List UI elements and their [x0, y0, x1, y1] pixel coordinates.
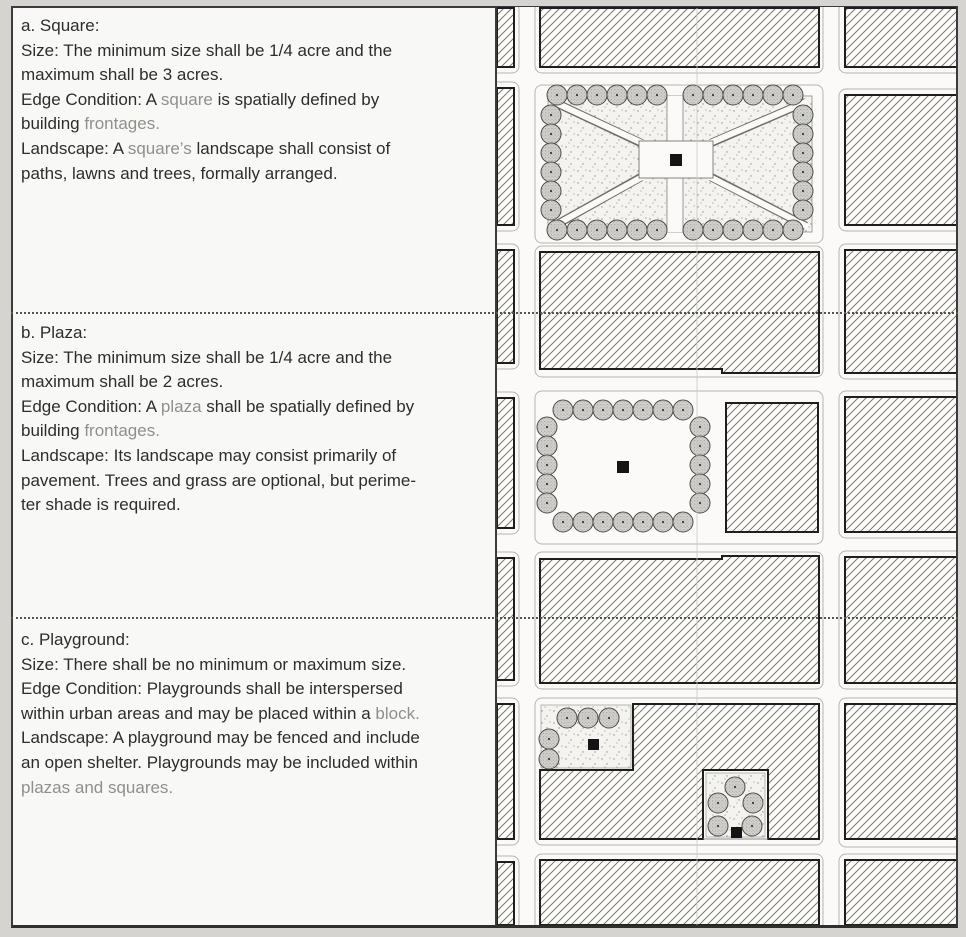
tree-icon — [547, 85, 567, 105]
tree-icon — [537, 455, 557, 475]
section-separator — [11, 312, 958, 314]
tree-icon — [553, 400, 573, 420]
tree-icon — [690, 474, 710, 494]
tree-icon — [723, 220, 743, 240]
text-line: a. Square: — [21, 16, 100, 35]
tree-icon — [537, 493, 557, 513]
tree-icon — [587, 85, 607, 105]
tree-icon — [573, 400, 593, 420]
tree-icon — [541, 162, 561, 182]
tree-icon — [690, 417, 710, 437]
tree-icon — [763, 85, 783, 105]
tree-icon — [683, 220, 703, 240]
plaza-plan-diagram — [617, 461, 629, 473]
section-separator — [11, 617, 958, 619]
tree-icon — [793, 181, 813, 201]
tree-icon — [567, 220, 587, 240]
tree-icon — [783, 85, 803, 105]
text-line: Size: The minimum size shall be 1/4 acre and the — [21, 40, 393, 60]
monument-marker — [617, 461, 629, 473]
tree-icon — [541, 143, 561, 163]
text-line: paths, lawns and trees, formally arranged. — [21, 163, 338, 183]
tree-icon — [547, 220, 567, 240]
tree-icon — [613, 400, 633, 420]
tree-icon — [793, 200, 813, 220]
tree-icon — [673, 512, 693, 532]
text-line: Size: There shall be no minimum or maximum size. — [21, 654, 407, 674]
text-line: maximum shall be 2 acres. — [21, 372, 224, 392]
tree-icon — [708, 816, 728, 836]
square-plan-diagram — [548, 96, 812, 232]
tree-icon — [793, 124, 813, 144]
text-line: c. Playground: — [21, 630, 130, 649]
tree-icon — [627, 220, 647, 240]
text-line: pavement. Trees and grass are optional, but perime- — [21, 470, 416, 490]
tree-icon — [633, 400, 653, 420]
tree-icon — [783, 220, 803, 240]
text-line: building frontages. — [21, 114, 160, 134]
text-line: Landscape: A square’s landscape shall consist of — [21, 138, 391, 158]
tree-icon — [553, 512, 573, 532]
text-line: b. Plaza: — [21, 323, 88, 342]
tree-icon — [539, 729, 559, 749]
tree-icon — [578, 708, 598, 728]
tree-icon — [742, 816, 762, 836]
panel-divider — [495, 6, 497, 926]
tree-icon — [725, 777, 745, 797]
text-line: ter shade is required. — [21, 495, 181, 515]
tree-icon — [599, 708, 619, 728]
text-line: Size: The minimum size shall be 1/4 acre and the — [21, 347, 393, 367]
tree-icon — [537, 474, 557, 494]
building-beside-plaza — [726, 403, 818, 532]
monument-marker — [670, 154, 682, 166]
tree-icon — [567, 85, 587, 105]
text-line: Edge Condition: Playgrounds shall be interspersed — [21, 679, 403, 699]
text-line: Landscape: A playground may be fenced and include — [21, 728, 420, 748]
tree-icon — [793, 162, 813, 182]
tree-icon — [743, 220, 763, 240]
tree-icon — [703, 220, 723, 240]
text-line: Edge Condition: A square is spatially defined by — [21, 89, 380, 109]
text-line: Edge Condition: A plaza shall be spatially defined by — [21, 396, 415, 416]
tree-icon — [633, 512, 653, 532]
tree-icon — [537, 417, 557, 437]
text-line: within urban areas and may be placed within a block. — [21, 703, 420, 723]
tree-icon — [690, 436, 710, 456]
tree-icon — [539, 749, 559, 769]
tree-icon — [541, 105, 561, 125]
tree-icon — [743, 793, 763, 813]
tree-icon — [647, 85, 667, 105]
tree-icon — [743, 85, 763, 105]
monument-marker — [588, 739, 599, 750]
tree-icon — [690, 455, 710, 475]
tree-icon — [683, 85, 703, 105]
tree-icon — [607, 220, 627, 240]
text-line: maximum shall be 3 acres. — [21, 65, 224, 85]
tree-icon — [587, 220, 607, 240]
tree-icon — [690, 493, 710, 513]
tree-icon — [708, 793, 728, 813]
tree-icon — [763, 220, 783, 240]
tree-icon — [541, 200, 561, 220]
tree-icon — [723, 85, 743, 105]
tree-icon — [793, 143, 813, 163]
tree-icon — [537, 436, 557, 456]
tree-icon — [793, 105, 813, 125]
tree-icon — [593, 512, 613, 532]
section-playground-text — [21, 628, 489, 800]
tree-icon — [703, 85, 723, 105]
text-line: building frontages. — [21, 421, 160, 441]
text-line: an open shelter. Playgrounds may be included within — [21, 752, 418, 772]
tree-icon — [541, 124, 561, 144]
tree-icon — [673, 400, 693, 420]
tree-icon — [653, 512, 673, 532]
text-line: Landscape: Its landscape may consist primarily of — [21, 445, 397, 465]
tree-icon — [541, 181, 561, 201]
tree-icon — [573, 512, 593, 532]
tree-icon — [653, 400, 673, 420]
section-plaza-text — [21, 321, 489, 518]
section-square-text — [21, 14, 489, 186]
tree-icon — [647, 220, 667, 240]
text-line: plazas and squares. — [21, 777, 174, 797]
tree-icon — [593, 400, 613, 420]
tree-icon — [613, 512, 633, 532]
tree-icon — [557, 708, 577, 728]
tree-icon — [627, 85, 647, 105]
monument-marker — [731, 827, 742, 838]
tree-icon — [607, 85, 627, 105]
